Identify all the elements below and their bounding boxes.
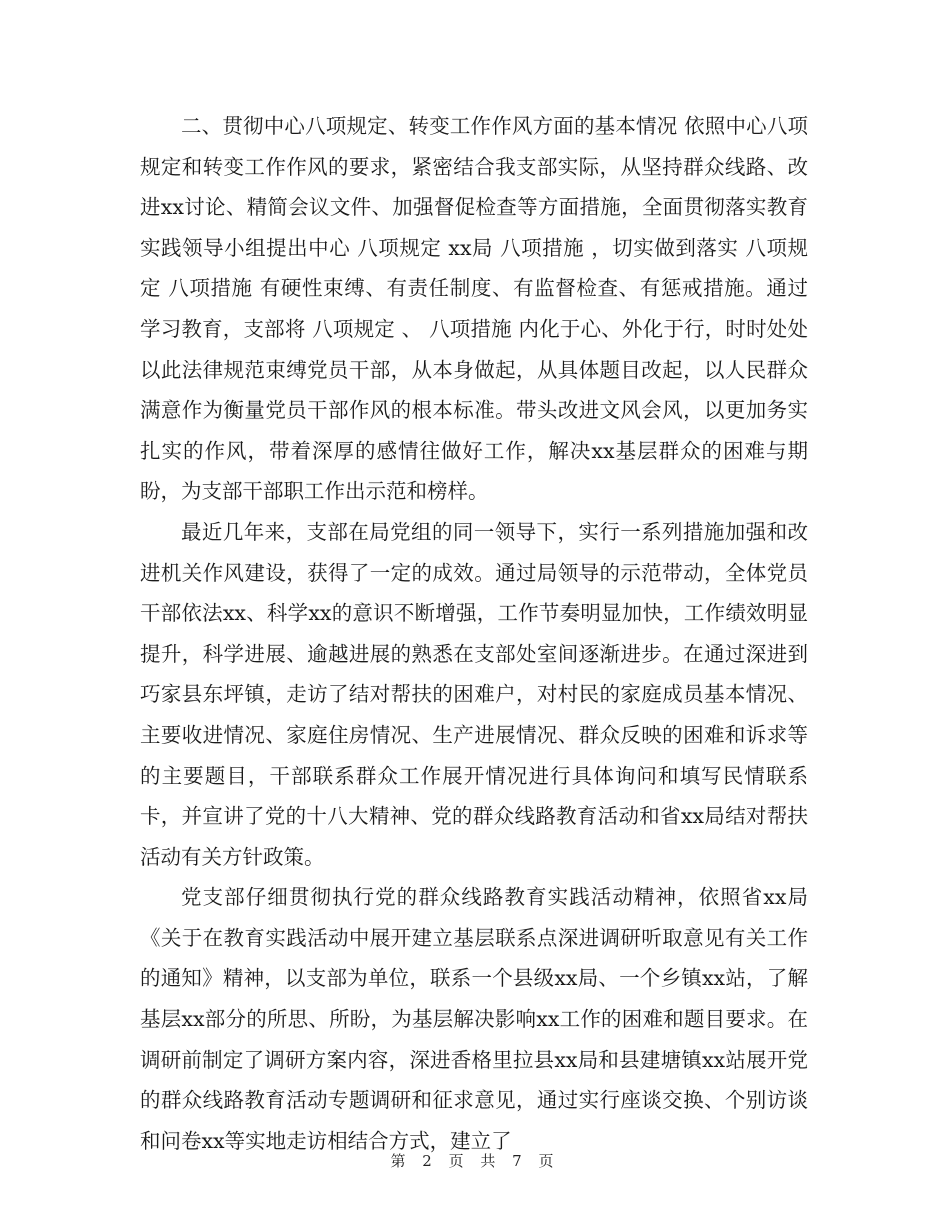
document-body	[140, 106, 808, 1161]
paragraph-1: 二、贯彻中心八项规定、转变工作作风方面的基本情况 依照中心八项规定和转变工作作风的要求，紧密结合我支部实际，从坚持群众线路、改进xx讨论、精简会议文件、加强督促检查等方面措施，全面贯彻落实教育实践领导小组提出中心 八项规定 xx局 八项措施 ，切实做到落实 八项规定 八项措施 有硬性束缚、有责任制度、有监督检查、有惩戒措施。通过学习教育，支部将 八项规定 、 八项措施 内化于心、外化于行，时时处处以此法律规范束缚党员干部，从本身做起，从具体题目改起，以人民群众满意作为衡量党员干部作风的根本标准。带头改进文风会风，以更加务实扎实的作风，带着深厚的感情往做好工作，解决xx基层群众的困难与期盼，为支部干部职工作出示范和榜样。	[140, 114, 808, 504]
paragraph-3: 党支部仔细贯彻执行党的群众线路教育实践活动精神，依照省xx局《关于在教育实践活动中展开建立基层联系点深进调研听取意见有关工作的通知》精神，以支部为单位，联系一个县级xx局、一个乡镇xx站，了解基层xx部分的所思、所盼，为基层解决影响xx工作的困难和题目要求。在调研前制定了调研方案内容，深进香格里拉县xx局和县建塘镇xx站展开党的群众线路教育活动专题调研和征求意见，通过实行座谈交换、个别访谈和问卷xx等实地走访相结合方式，建立了	[140, 885, 808, 1153]
page-number-footer: 第 2 页 共 7 页	[390, 1152, 560, 1170]
paragraph-2: 最近几年来，支部在局党组的同一领导下，实行一系列措施加强和改进机关作风建设，获得了一定的成效。通过局领导的示范带动，全体党员干部依法xx、科学xx的意识不断增强，工作节奏明显加快，工作绩效明显提升，科学进展、逾越进展的熟悉在支部处室间逐渐进步。在通过深进到巧家县东坪镇，走访了结对帮扶的困难户，对村民的家庭成员基本情况、主要收进情况、家庭住房情况、生产进展情况、群众反映的困难和诉求等的主要题目，干部联系群众工作展开情况进行具体询问和填写民情联系卡，并宣讲了党的十八大精神、党的群众线路教育活动和省xx局结对帮扶活动有关方针政策。	[140, 519, 808, 869]
